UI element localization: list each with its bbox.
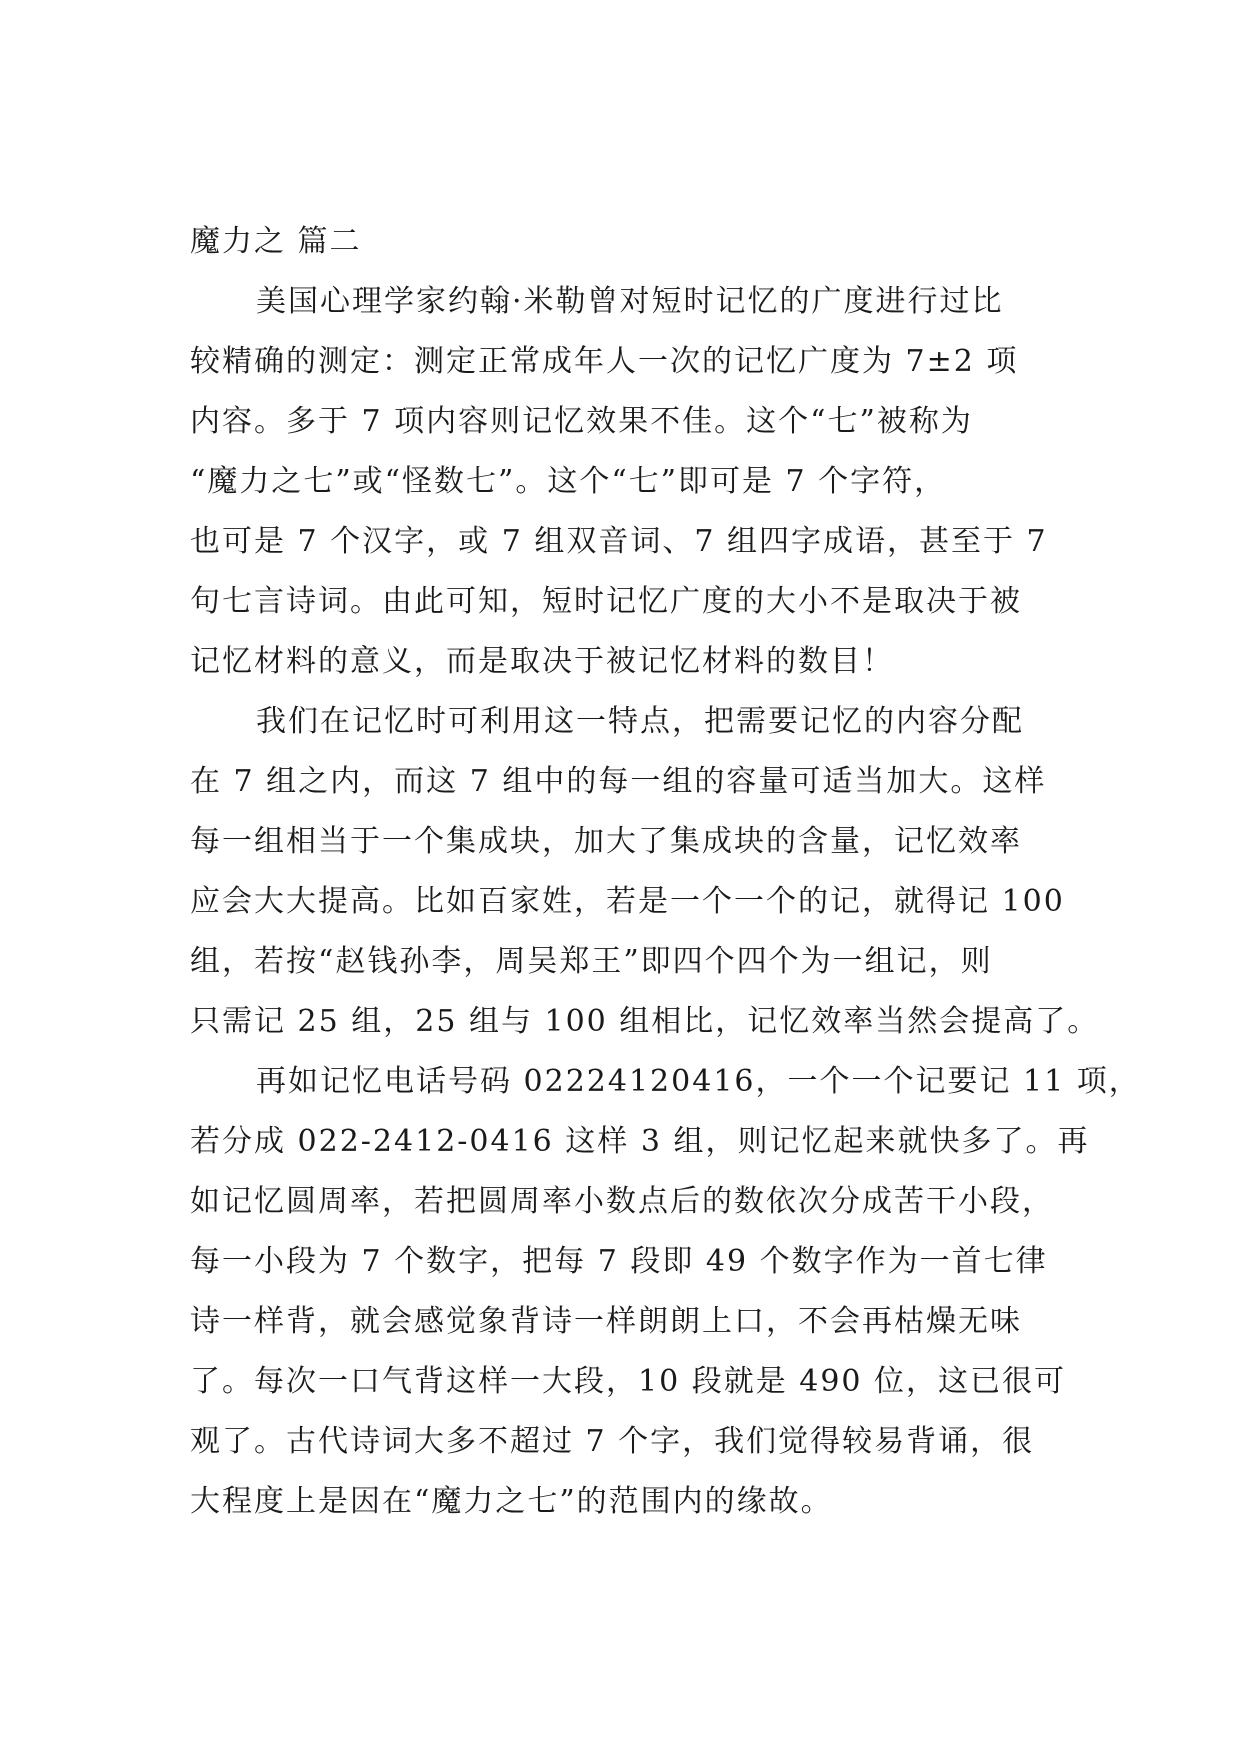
paragraph-1 [190, 272, 1050, 692]
paragraph-line: 了。每次一口气背这样一大段，10 段就是 490 位，这已很可 [190, 1364, 1067, 1399]
document-body [190, 212, 1141, 1532]
paragraph-line: 较精确的测定：测定正常成年人一次的记忆广度为 7±2 项 [190, 344, 1019, 379]
paragraph-2 [190, 692, 1100, 1052]
paragraph-line: 记忆材料的意义，而是取决于被记忆材料的数目！ [190, 644, 894, 679]
paragraph-line: 每一组相当于一个集成块，加大了集成块的含量，记忆效率 [190, 824, 1022, 859]
paragraph-line: 我们在记忆时可利用这一特点，把需要记忆的内容分配 [256, 704, 1024, 739]
paragraph-line: 若分成 022-2412-0416 这样 3 组，则记忆起来就快多了。再 [190, 1124, 1090, 1159]
paragraph-line: 观了。古代诗词大多不超过 7 个字，我们觉得较易背诵，很 [190, 1424, 1035, 1459]
paragraph-line: 只需记 25 组，25 组与 100 组相比，记忆效率当然会提高了。 [190, 1004, 1100, 1039]
paragraph-line: 在 7 组之内，而这 7 组中的每一组的容量可适当加大。这样 [190, 764, 1047, 799]
paragraph-line: “魔力之七”或“怪数七”。这个“七”即可是 7 个字符， [190, 464, 947, 499]
paragraph-line: 也可是 7 个汉字，或 7 组双音词、7 组四字成语，甚至于 7 [190, 524, 1048, 559]
paragraph-line: 句七言诗词。由此可知，短时记忆广度的大小不是取决于被 [190, 584, 1022, 619]
paragraph-line: 美国心理学家约翰·米勒曾对短时记忆的广度进行过比 [256, 284, 1004, 319]
paragraph-line: 每一小段为 7 个数字，把每 7 段即 49 个数字作为一首七律 [190, 1244, 1048, 1279]
paragraph-3 [190, 1052, 1141, 1532]
paragraph-line: 再如记忆电话号码 02224120416，一个一个记要记 11 项， [256, 1064, 1141, 1099]
paragraph-line: 诗一样背，就会感觉象背诗一样朗朗上口，不会再枯燥无味 [190, 1304, 1022, 1339]
paragraph-line: 如记忆圆周率，若把圆周率小数点后的数依次分成苦干小段， [190, 1184, 1054, 1219]
paragraph-line: 大程度上是因在“魔力之七”的范围内的缘故。 [190, 1484, 833, 1519]
paragraph-line: 应会大大提高。比如百家姓，若是一个一个的记，就得记 100 [190, 884, 1065, 919]
document-heading: 魔力之 篇二 [190, 224, 362, 259]
paragraph-line: 组，若按“赵钱孙李，周吴郑王”即四个四个为一组记，则 [190, 944, 993, 979]
paragraph-line: 内容。多于 7 项内容则记忆效果不佳。这个“七”被称为 [190, 404, 973, 439]
